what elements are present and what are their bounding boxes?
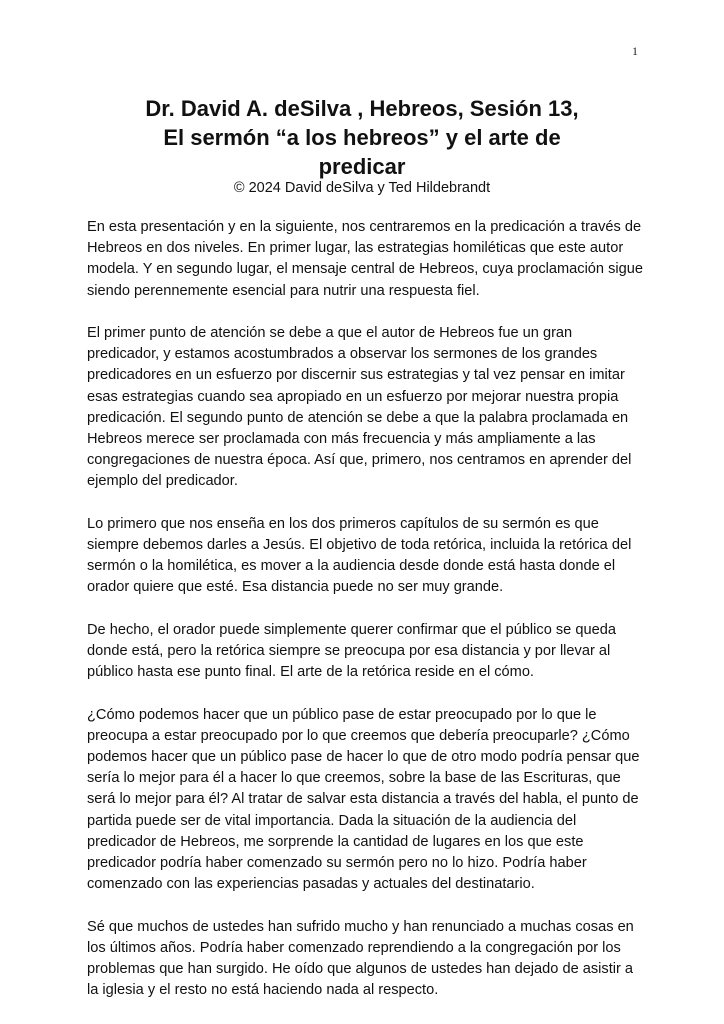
paragraph: En esta presentación y en la siguiente, nos centraremos en la predicación a través de Hebreos en dos niveles. En primer lugar, las estrategias homiléticas que este autor modela. Y en segundo lugar, el mensaje central de Hebreos, cuya proclamación sigue siendo perennemente esencial para nutrir una respuesta fiel. bbox=[87, 219, 643, 299]
title-line-3: predicar bbox=[318, 154, 406, 179]
document-title bbox=[0, 94, 724, 181]
copyright-line: © 2024 David deSilva y Ted Hildebrandt bbox=[233, 180, 491, 196]
document-body bbox=[87, 217, 647, 1023]
title-line-1: Dr. David A. deSilva , Hebreos, Sesión 13, bbox=[145, 96, 579, 121]
paragraph: ¿Cómo podemos hacer que un público pase de estar preocupado por lo que le preocupa a estar preocupado por lo que creemos que debería preocuparle? ¿Cómo podemos hacer que un público pase de hacer lo que de otro modo podría pensar que sería lo mejor para él a hacer lo que creemos, sobre la base de las Escrituras, que será lo mejor para él? Al tratar de salvar esta distancia a través del habla, el punto de partida puede ser de vital importancia. Dada la situación de la audiencia del predicador de Hebreos, me sorprende la cantidad de lugares en los que este predicador podría haber comenzado su sermón pero no lo hizo. Podría haber comenzado con las experiencias pasadas y actuales del destinatario. bbox=[87, 706, 640, 893]
paragraph: De hecho, el orador puede simplemente querer confirmar que el público se queda donde está, pero la retórica siempre se preocupa por esa distancia y por llevar al público hasta ese punto final. El arte de la retórica reside en el cómo. bbox=[87, 621, 616, 681]
paragraph: Sé que muchos de ustedes han sufrido mucho y han renunciado a muchas cosas en los últimos años. Podría haber comenzado reprendiendo a la congregación por los problemas que han surgido. He oído que algunos de ustedes han dejado de asistir a la iglesia y el resto no está haciendo nada al respecto. bbox=[87, 918, 634, 999]
paragraph: Lo primero que nos enseña en los dos primeros capítulos de su sermón es que siempre debemos darles a Jesús. El objetivo de toda retórica, incluida la retórica del sermón o la homilética, es mover a la audiencia desde donde está hasta donde el orador quiere que esté. Esa distancia puede no ser muy grande. bbox=[87, 515, 632, 596]
title-line-2: El sermón “a los hebreos” y el arte de bbox=[163, 125, 561, 150]
page-number: 1 bbox=[632, 44, 638, 58]
paragraph: El primer punto de atención se debe a que el autor de Hebreos fue un gran predicador, y estamos acostumbrados a observar los sermones de los grandes predicadores en un esfuerzo por discernir sus estrategias y tal vez pensar en imitar esas estrategias cuando sea apropiado en un esfuerzo por mejorar nuestra propia predicación. El segundo punto de atención se debe a que la palabra proclamada en Hebreos merece ser proclamada con más frecuencia y más ampliamente a las congregaciones de nuestra época. Así que, primero, nos centramos en aprender del ejemplo del predicador. bbox=[87, 325, 632, 490]
